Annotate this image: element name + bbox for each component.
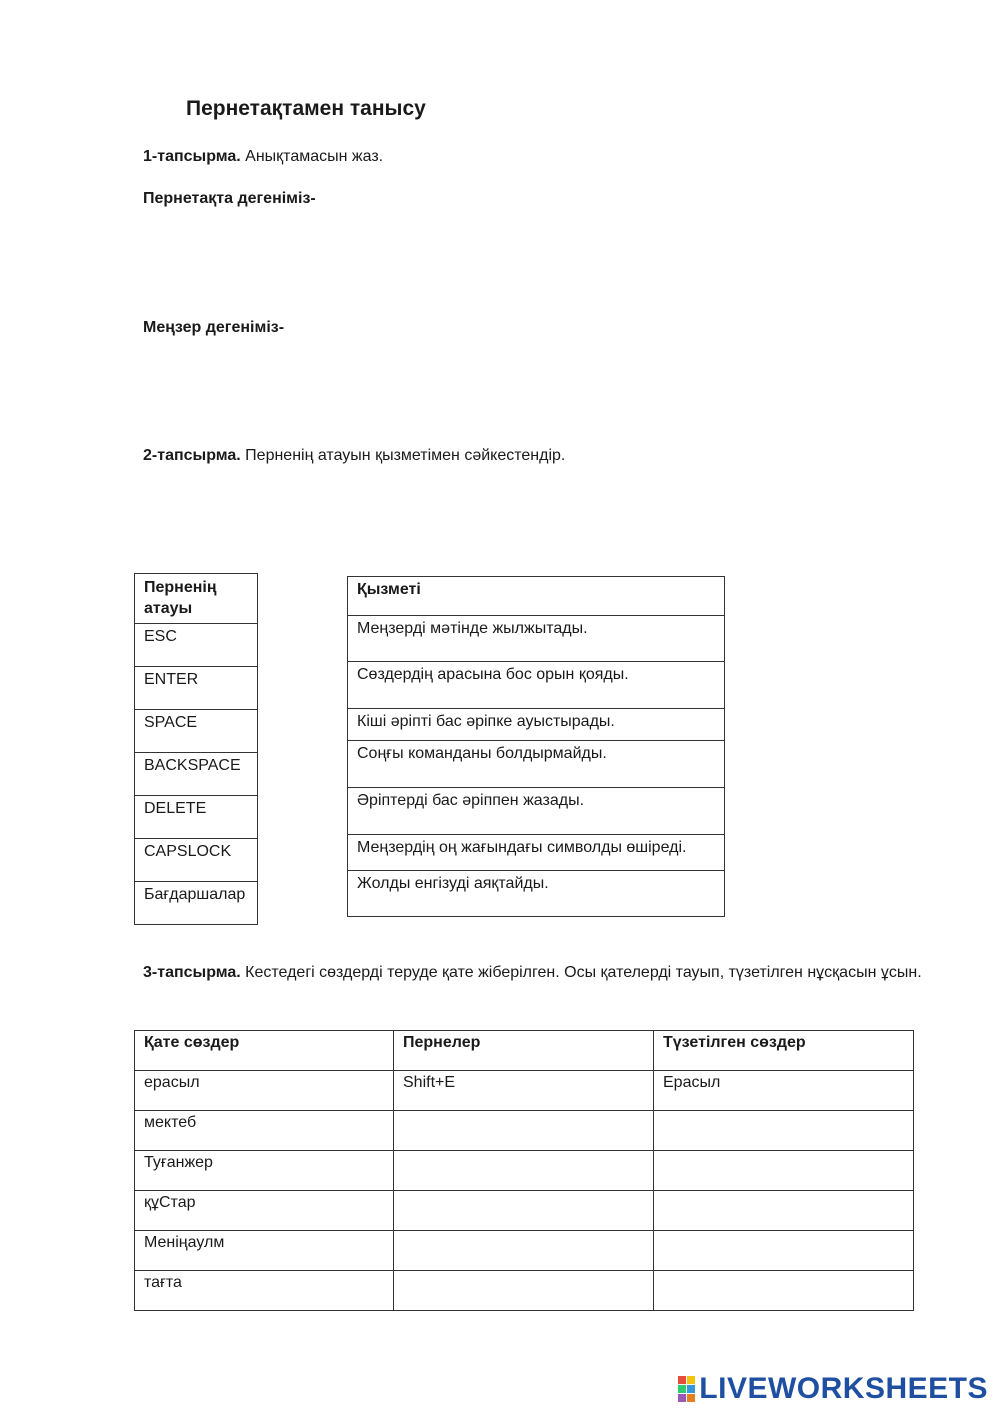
key-cell: SPACE [135, 710, 258, 753]
function-cell: Соңғы команданы болдырмайды. [348, 741, 725, 788]
table-row [135, 1191, 914, 1231]
corrected-answer-cell[interactable] [654, 1111, 914, 1151]
errors-header-corrected: Түзетілген сөздер [654, 1031, 914, 1071]
keys-answer-cell[interactable] [394, 1151, 654, 1191]
page-title: Пернетақтамен танысу [186, 97, 426, 120]
keys-header: Перненің атауы [135, 574, 258, 624]
wrong-word-cell: мектеб [135, 1111, 394, 1151]
wrong-word-cell: Туғанжер [135, 1151, 394, 1191]
corrected-answer-cell[interactable] [654, 1191, 914, 1231]
task1-label: 1-тапсырма. [143, 148, 241, 165]
table-row [135, 1071, 914, 1111]
task3-line [143, 960, 933, 986]
task1-text: Анықтамасын жаз. [240, 148, 384, 165]
keys-answer-cell[interactable] [394, 1111, 654, 1151]
definition-cursor: Меңзер дегеніміз- [143, 319, 285, 336]
task3-label: 3-тапсырма. [143, 964, 241, 981]
function-cell: Кіші әріпті бас әріпке ауыстырады. [348, 709, 725, 741]
functions-header: Қызметі [348, 577, 725, 616]
table-row [135, 1151, 914, 1191]
function-cell: Әріптерді бас әріппен жазады. [348, 788, 725, 835]
wrong-word-cell: тағта [135, 1271, 394, 1311]
keys-answer-cell[interactable] [394, 1231, 654, 1271]
function-cell: Сөздердің арасына бос орын қояды. [348, 662, 725, 709]
key-cell: ESC [135, 624, 258, 667]
errors-header-keys: Пернелер [394, 1031, 654, 1071]
corrected-answer-cell[interactable]: Ерасыл [654, 1071, 914, 1111]
liveworksheets-logo[interactable] [678, 1372, 988, 1406]
wrong-word-cell: құСтар [135, 1191, 394, 1231]
logo-text: LIVEWORKSHEETS [699, 1372, 988, 1405]
corrected-answer-cell[interactable] [654, 1271, 914, 1311]
corrected-answer-cell[interactable] [654, 1231, 914, 1271]
table-row [135, 1271, 914, 1311]
errors-header-wrong: Қате сөздер [135, 1031, 394, 1071]
keys-table [134, 573, 258, 925]
key-cell: BACKSPACE [135, 753, 258, 796]
wrong-word-cell: ерасыл [135, 1071, 394, 1111]
task2-label: 2-тапсырма. [143, 447, 241, 464]
errors-table [134, 1030, 914, 1311]
key-cell: DELETE [135, 796, 258, 839]
table-row [135, 1231, 914, 1271]
task1-line [143, 144, 383, 170]
function-cell: Жолды енгізуді аяқтайды. [348, 871, 725, 917]
table-row [135, 1111, 914, 1151]
key-cell: CAPSLOCK [135, 839, 258, 882]
task2-text: Перненің атауын қызметімен сәйкестендір. [240, 447, 566, 464]
key-cell: Бағдаршалар [135, 882, 258, 925]
function-cell: Меңзердің оң жағындағы символды өшіреді. [348, 835, 725, 871]
corrected-answer-cell[interactable] [654, 1151, 914, 1191]
keys-answer-cell[interactable]: Shift+E [394, 1071, 654, 1111]
key-cell: ENTER [135, 667, 258, 710]
keys-answer-cell[interactable] [394, 1271, 654, 1311]
task3-text: Кестедегі сөздерді теруде қате жіберілген. Осы қателерді тауып, түзетілген нұсқасын ұсын. [240, 964, 922, 981]
wrong-word-cell: Меніңаулм [135, 1231, 394, 1271]
function-cell: Меңзерді мәтінде жылжытады. [348, 616, 725, 662]
functions-table [347, 576, 725, 917]
logo-icon [678, 1376, 695, 1402]
keys-answer-cell[interactable] [394, 1191, 654, 1231]
task2-line [143, 443, 565, 469]
definition-keyboard: Пернетақта дегеніміз- [143, 190, 316, 207]
